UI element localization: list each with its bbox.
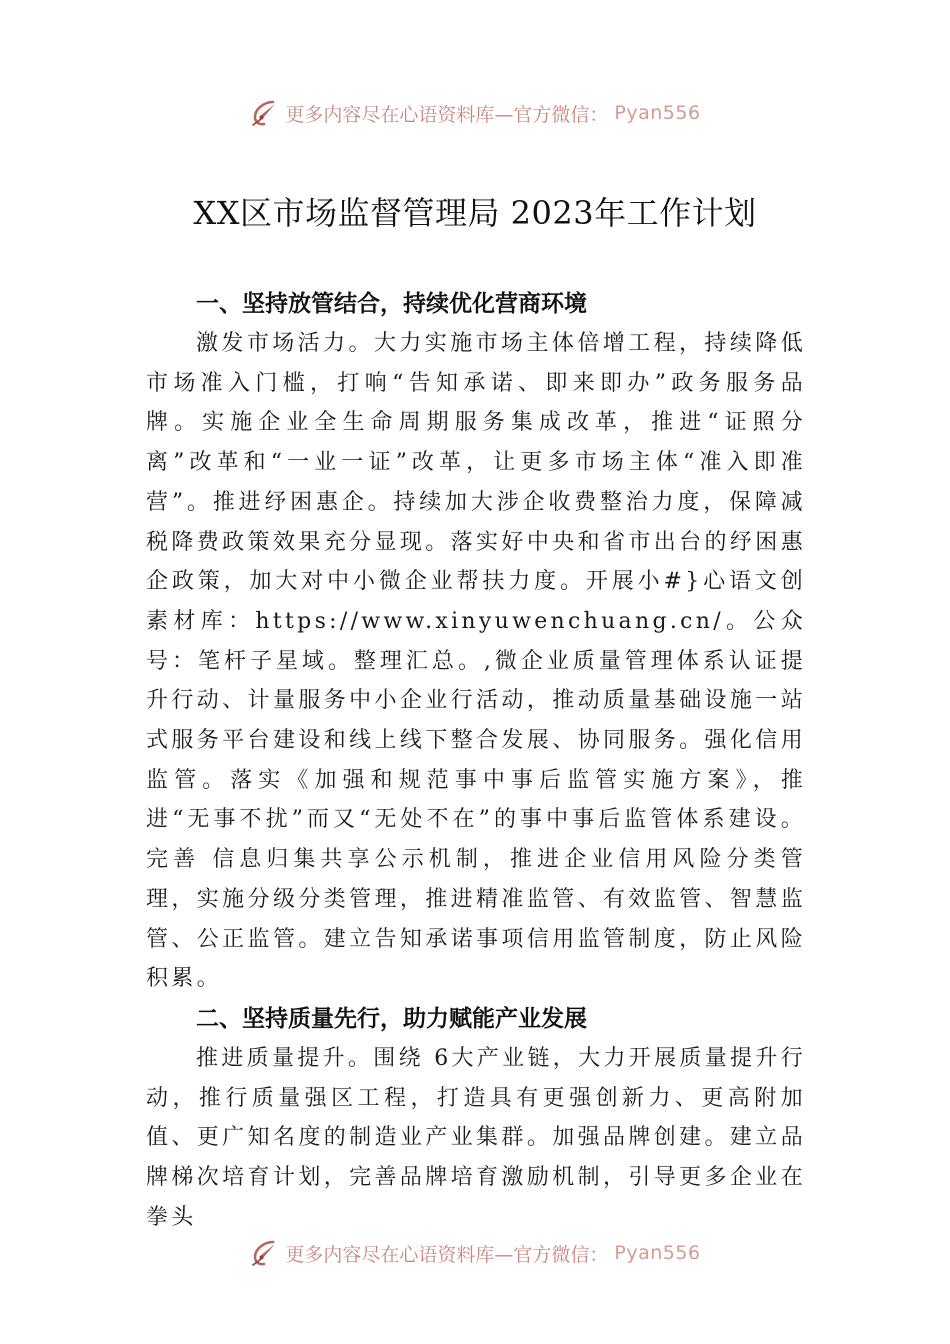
pen-nib-logo-icon — [249, 98, 279, 128]
watermark-wechat-id: Pyan556 — [614, 1242, 701, 1264]
pen-nib-logo-icon — [249, 1238, 279, 1268]
watermark-text: 更多内容尽在心语资料库—官方微信： — [285, 103, 609, 126]
section-paragraph-2: 推进质量提升。围绕 6大产业链，大力开展质量提升行动，推行质量强区工程，打造具有更强创新力、更高附加值、更广知名度的制造业产业集群。加强品牌创建。建立品牌梯次培育计划，完善品牌培育激励机制，引导更多企业在拳头 — [146, 1045, 806, 1230]
watermark-wechat-id: Pyan556 — [614, 102, 701, 124]
document-body — [146, 284, 806, 1237]
watermark-banner-bottom — [0, 1238, 950, 1268]
section-heading-2: 二、坚持质量先行，助力赋能产业发展 — [196, 1005, 587, 1032]
section-heading-1: 一、坚持放管结合，持续优化营商环境 — [196, 291, 587, 317]
watermark-text: 更多内容尽在心语资料库—官方微信： — [285, 1243, 609, 1266]
watermark-banner-top — [0, 98, 950, 128]
section-paragraph-1: 激发市场活力。大力实施市场主体倍增工程，持续降低市场准入门槛，打响“告知承诺、即来即办”政务服务品牌。实施企业全生命周期服务集成改革，推进“证照分离”改革和“一业一证”改革，让更多市场主体“准入即准营”。推进纾困惠企。持续加大涉企收费整治力度，保障减税降费政策效果充分显现。落实好中央和省市出台的纾困惠企政策，加大对中小微企业帮扶力度。开展小#}心语文创素材库：https://www.xinyuwenchuang.cn/。公众号：笔杆子星域。整理汇总。,微企业质量管理体系认证提升行动、计量服务中小企业行活动，推动质量基础设施一站式服务平台建设和线上线下整合发展、协同服务。强化信用监管。落实《加强和规范事中事后监管实施方案》，推进“无事不扰”而又“无处不在”的事中事后监管体系建设。完善 信息归集共享公示机制，推进企业信用风险分类管理，实施分级分类管理，推进精准监管、有效监管、智慧监管、公正监管。建立告知承诺事项信用监管制度，防止风险积累。 — [146, 331, 806, 992]
document-title: XX区市场监督管理局 2023年工作计划 — [193, 194, 757, 232]
